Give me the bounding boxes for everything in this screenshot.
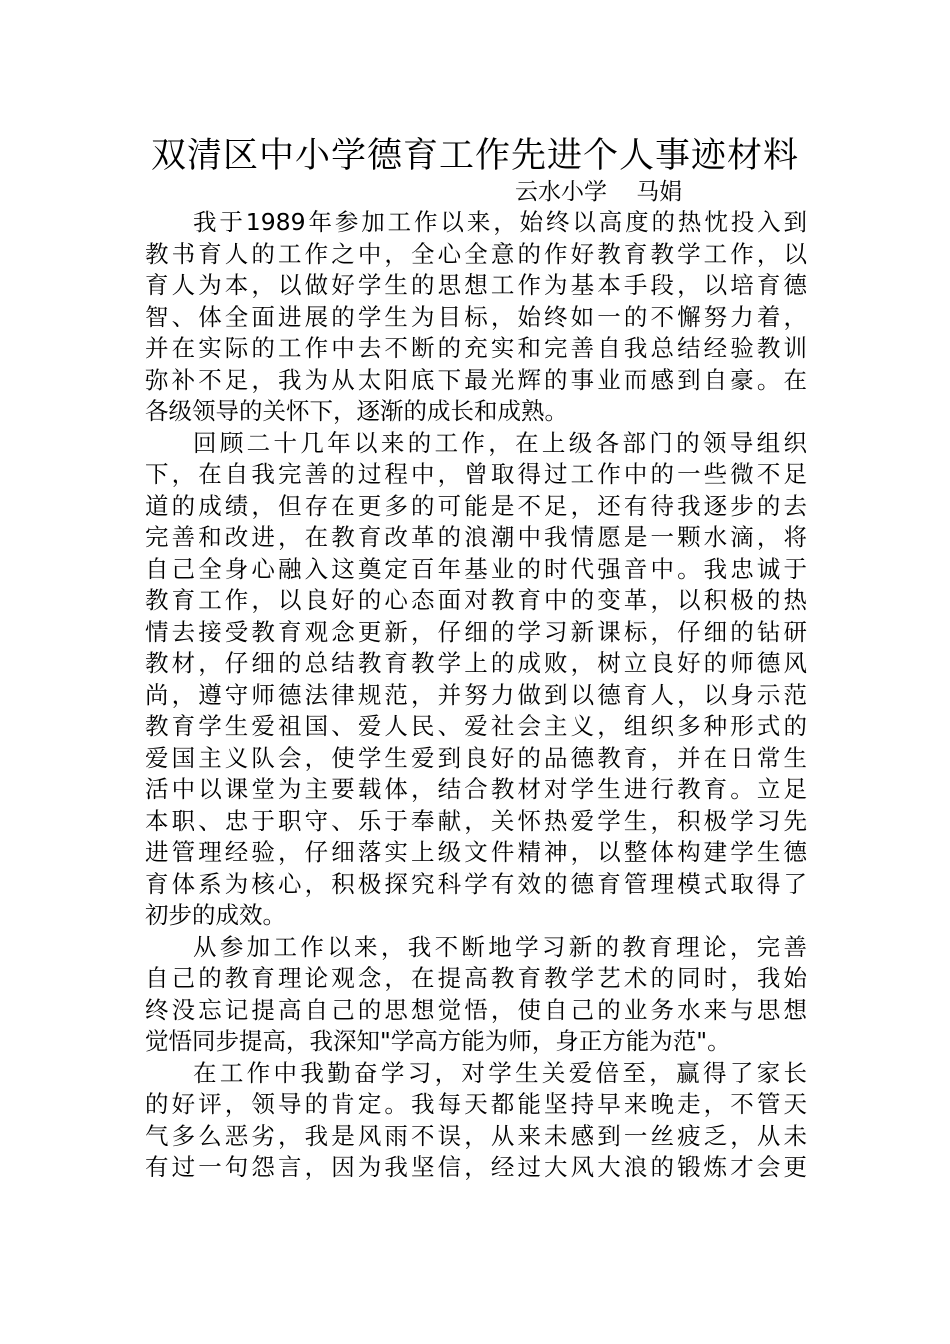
paragraph-line: 尚，遵守师德法律规范，并努力做到以德育人，以身示范 — [145, 680, 807, 709]
paragraph-line: 进管理经验，仔细落实上级文件精神，以整体构建学生德 — [145, 838, 807, 866]
paragraph-line: 的好评，领导的肯定。我每天都能坚持早来晚走，不管天 — [145, 1090, 807, 1118]
paragraph-line: 有过一句怨言，因为我坚信，经过大风大浪的锻炼才会更 — [145, 1153, 807, 1181]
paragraph-line: 下，在自我完善的过程中，曾取得过工作中的一些微不足 — [145, 460, 807, 488]
paragraph-line: 初步的成效。 — [145, 901, 286, 929]
paragraph-line: 本职、忠于职守、乐于奉献，关怀热爱学生，积极学习先 — [145, 806, 807, 835]
paragraph-line: 在工作中我勤奋学习，对学生关爱倍至，赢得了家长 — [193, 1058, 807, 1087]
paragraph-line: 教育工作，以良好的心态面对教育中的变革，以积极的热 — [145, 586, 807, 614]
paragraph — [145, 932, 807, 1058]
paragraph-line: 教育学生爱祖国、爱人民、爱社会主义，组织多种形式的 — [145, 712, 807, 740]
document-title: 双清区中小学德育工作先进个人事迹材料 — [150, 136, 799, 176]
paragraph-line: 教材，仔细的总结教育教学上的成败，树立良好的师德风 — [145, 649, 807, 677]
document-body — [145, 207, 807, 1184]
paragraph-line: 情去接受教育观念更新，仔细的学习新课标，仔细的钻研 — [145, 617, 807, 646]
paragraph-line: 从参加工作以来，我不断地学习新的教育理论，完善 — [193, 932, 807, 961]
paragraph-line: 育体系为核心，积极探究科学有效的德育管理模式取得了 — [145, 869, 807, 898]
paragraph-line: 气多么恶劣，我是风雨不误，从来未感到一丝疲乏，从未 — [145, 1121, 807, 1150]
paragraph-line: 教书育人的工作之中，全心全意的作好教育教学工作，以 — [145, 239, 807, 268]
paragraph-line: 各级领导的关怀下，逐渐的成长和成熟。 — [145, 397, 568, 425]
paragraph-line: 我于1989年参加工作以来，始终以高度的热忱投入到 — [193, 208, 807, 236]
paragraph-line: 活中以课堂为主要载体，结合教材对学生进行教育。立足 — [145, 775, 807, 803]
paragraph — [145, 1058, 807, 1184]
paragraph — [145, 428, 807, 932]
paragraph-line: 自己全身心融入这奠定百年基业的时代强音中。我忠诚于 — [145, 554, 807, 583]
paragraph-line: 回顾二十几年以来的工作，在上级各部门的领导组织 — [193, 428, 807, 457]
paragraph-line: 觉悟同步提高，我深知"学高方能为师，身正方能为范"。 — [145, 1027, 731, 1055]
paragraph-line: 终没忘记提高自己的思想觉悟，使自己的业务水来与思想 — [145, 995, 807, 1024]
paragraph-line: 完善和改进，在教育改革的浪潮中我情愿是一颗水滴，将 — [145, 523, 807, 551]
paragraph-line: 自己的教育理论观念，在提高教育教学艺术的同时，我始 — [145, 964, 807, 992]
paragraph-line: 弥补不足，我为从太阳底下最光辉的事业而感到自豪。在 — [145, 365, 807, 394]
paragraph-line: 智、体全面进展的学生为目标，始终如一的不懈努力着， — [145, 302, 807, 331]
paragraph-line: 道的成绩，但存在更多的可能是不足，还有待我逐步的去 — [145, 491, 807, 520]
author-line: 云水小学 马娟 — [515, 179, 683, 205]
paragraph — [145, 207, 807, 428]
paragraph-line: 育人为本，以做好学生的思想工作为基本手段，以培育德 — [145, 271, 807, 299]
paragraph-line: 并在实际的工作中去不断的充实和完善自我总结经验教训 — [145, 334, 807, 362]
paragraph-line: 爱国主义队会，使学生爱到良好的品德教育，并在日常生 — [145, 743, 807, 772]
